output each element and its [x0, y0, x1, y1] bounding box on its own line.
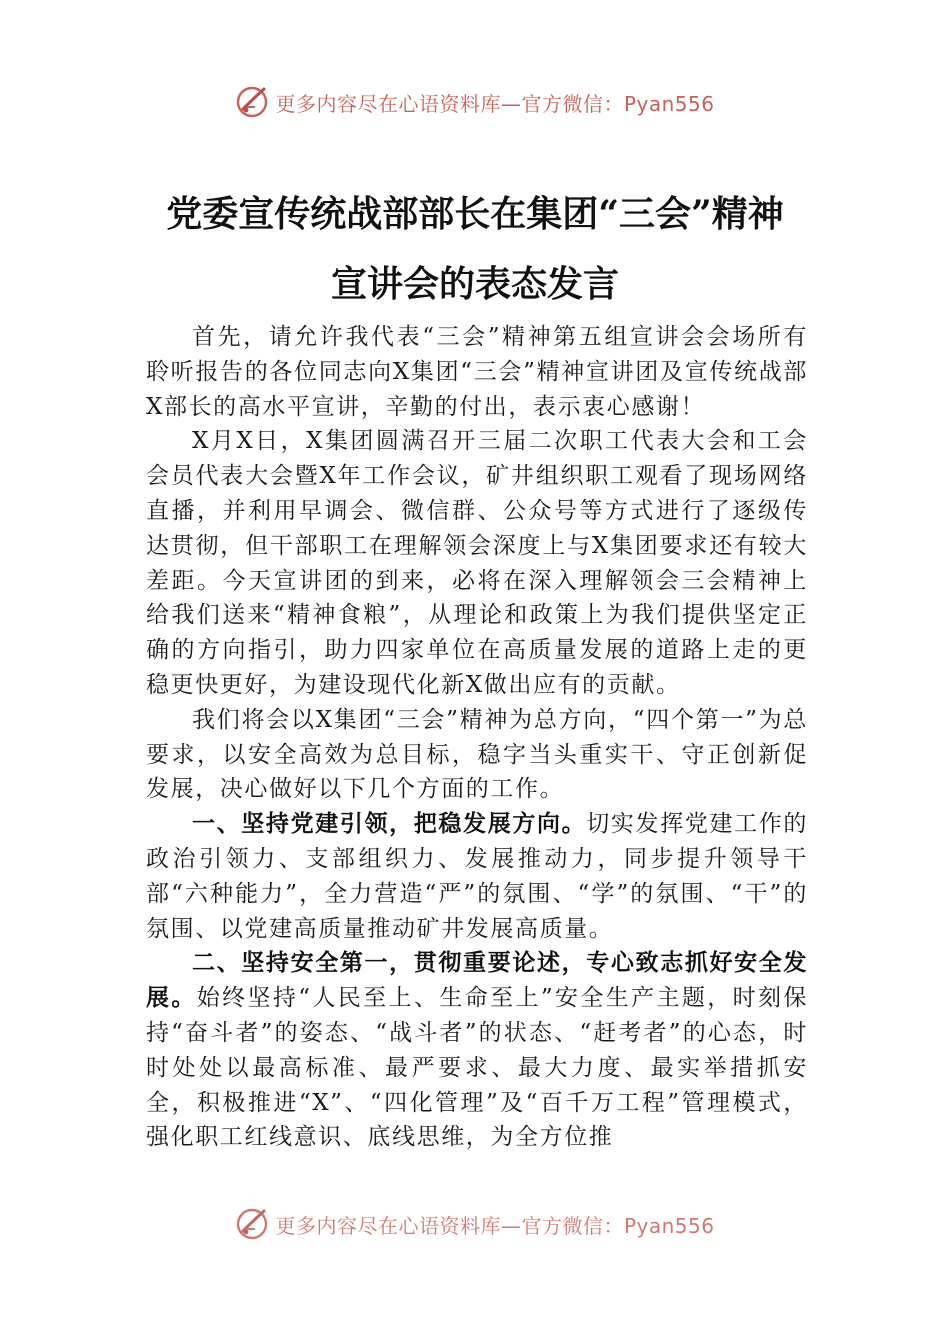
paragraph-1 — [146, 320, 808, 424]
paragraph-text: 切实发挥党建工作的政治引领力、支部组织力、发展推动力，同步提升领导干部“六种能力”，全力营造“严”的氛围、“学”的氛围、“干”的氛围、以党建高质量推动矿井发展高质量。 — [146, 811, 808, 942]
paragraph-text: 我们将会以X集团“三会”精神为总方向，“四个第一”为总要求，以安全高效为总目标，稳字当头重实干、守正创新促发展，决心做好以下几个方面的工作。 — [146, 706, 808, 803]
document-title-line-1: 党委宣传统战部部长在集团“三会”精神 — [166, 193, 784, 235]
watermark-bottom — [0, 1204, 950, 1244]
section-heading-2: 二、坚持安全第一，贯彻重要论述，专心致志抓好安全发展。 — [146, 950, 808, 1012]
paragraph-4 — [146, 807, 808, 946]
watermark-text: 更多内容尽在心语资料库—官方微信：Pyan556 — [275, 1213, 715, 1238]
paragraph-text: 首先，请允许我代表“三会”精神第五组宣讲会会场所有聆听报告的各位同志向X集团“三会”精神宣讲团及宣传统战部X部长的高水平宣讲，辛勤的付出，表示衷心感谢！ — [146, 324, 808, 420]
paragraph-text: 始终坚持“人民至上、生命至上”安全生产主题，时刻保持“奋斗者”的姿态、“战斗者”的状态、“赶考者”的心态，时时处处以最高标准、最严要求、最大力度、最实举措抓安全，积极推进“X”、“四化管理”及“百千万工程”管理模式，强化职工红线意识、底线思维，为全方位推 — [146, 985, 808, 1151]
paragraph-5 — [146, 946, 808, 1155]
document-body — [146, 320, 808, 1155]
paragraph-2 — [146, 424, 808, 702]
section-heading-1: 一、坚持党建引领，把稳发展方向。 — [192, 811, 587, 838]
watermark-text: 更多内容尽在心语资料库—官方微信：Pyan556 — [275, 91, 715, 116]
paragraph-3 — [146, 703, 808, 807]
paragraph-text: X月X日，X集团圆满召开三届二次职工代表大会和工会会员代表大会暨X年工作会议，矿井组织职工观看了现场网络直播，并利用早调会、微信群、公众号等方式进行了逐级传达贯彻，但干部职工在理解领会深度上与X集团要求还有较大差距。今天宣讲团的到来，必将在深入理解领会三会精神上给我们送来“精神食粮”，从理论和政策上为我们提供坚定正确的方向指引，助力四家单位在高质量发展的道路上走的更稳更快更好，为建设现代化新X做出应有的贡献。 — [146, 428, 808, 698]
quill-pen-seal-icon — [235, 1207, 269, 1241]
document-title-line-2: 宣讲会的表态发言 — [330, 263, 619, 305]
